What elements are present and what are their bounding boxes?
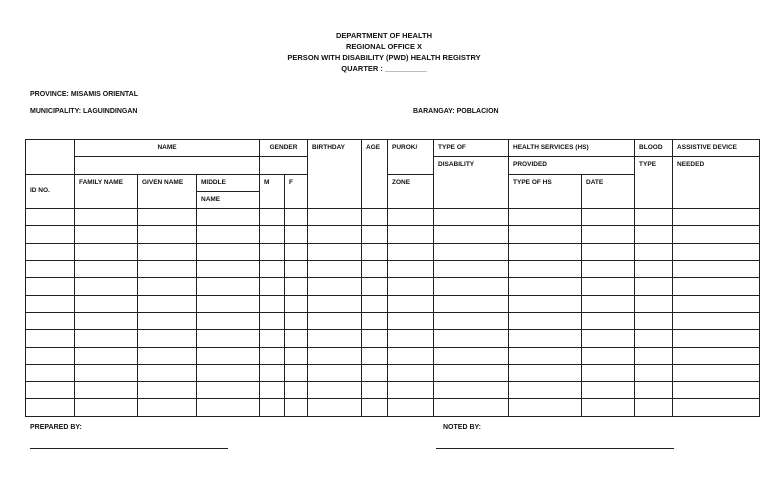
- table-cell[interactable]: [582, 209, 635, 226]
- table-cell[interactable]: [434, 312, 509, 329]
- table-cell[interactable]: [509, 261, 582, 278]
- table-cell[interactable]: [434, 382, 509, 399]
- table-cell[interactable]: [138, 364, 197, 381]
- table-cell[interactable]: [635, 295, 673, 312]
- table-cell[interactable]: [635, 364, 673, 381]
- table-cell[interactable]: [138, 209, 197, 226]
- table-cell[interactable]: [285, 278, 308, 295]
- table-cell[interactable]: [26, 347, 75, 364]
- f-header: F: [285, 174, 308, 209]
- table-cell[interactable]: [673, 278, 760, 295]
- table-cell[interactable]: [388, 364, 434, 381]
- table-cell[interactable]: [197, 382, 260, 399]
- id-header-blank: [26, 140, 75, 175]
- table-cell[interactable]: [582, 312, 635, 329]
- table-cell[interactable]: [26, 312, 75, 329]
- barangay-label: BARANGAY:: [413, 108, 455, 115]
- table-cell[interactable]: [285, 399, 308, 416]
- table-cell[interactable]: [308, 295, 362, 312]
- table-cell[interactable]: [197, 278, 260, 295]
- table-cell[interactable]: [308, 364, 362, 381]
- table-cell[interactable]: [197, 399, 260, 416]
- id-no-header: ID NO.: [26, 174, 75, 209]
- given-name-header: GIVEN NAME: [138, 174, 197, 209]
- table-cell[interactable]: [362, 382, 388, 399]
- table-cell[interactable]: [138, 330, 197, 347]
- health-services-header: HEALTH SERVICES (HS): [509, 140, 635, 157]
- table-cell[interactable]: [434, 209, 509, 226]
- table-cell[interactable]: [673, 295, 760, 312]
- table-cell[interactable]: [26, 382, 75, 399]
- table-cell[interactable]: [308, 226, 362, 243]
- name-header: NAME: [75, 140, 260, 157]
- quarter-value: __________: [385, 64, 427, 73]
- table-cell[interactable]: [285, 330, 308, 347]
- table-cell[interactable]: [388, 330, 434, 347]
- table-cell[interactable]: [362, 261, 388, 278]
- table-cell[interactable]: [260, 382, 285, 399]
- table-cell[interactable]: [509, 399, 582, 416]
- table-row: [26, 382, 760, 399]
- table-cell[interactable]: [197, 295, 260, 312]
- gender-header-blank: [260, 157, 308, 174]
- table-cell[interactable]: [75, 312, 138, 329]
- table-cell[interactable]: [388, 209, 434, 226]
- table-cell[interactable]: [434, 295, 509, 312]
- table-cell[interactable]: [635, 226, 673, 243]
- table-cell[interactable]: [197, 312, 260, 329]
- table-cell[interactable]: [285, 312, 308, 329]
- table-cell[interactable]: [197, 261, 260, 278]
- table-cell[interactable]: [509, 226, 582, 243]
- table-cell[interactable]: [260, 330, 285, 347]
- table-cell[interactable]: [582, 347, 635, 364]
- name-header-blank: [75, 157, 260, 174]
- table-row: [26, 226, 760, 243]
- province-label: PROVINCE:: [30, 91, 69, 98]
- table-cell[interactable]: [673, 209, 760, 226]
- table-cell[interactable]: [362, 209, 388, 226]
- table-cell[interactable]: [673, 399, 760, 416]
- table-cell[interactable]: [673, 226, 760, 243]
- type-of-header: TYPE OF: [434, 140, 509, 157]
- table-cell[interactable]: [308, 382, 362, 399]
- table-cell[interactable]: [434, 226, 509, 243]
- table-cell[interactable]: [434, 347, 509, 364]
- table-cell[interactable]: [26, 278, 75, 295]
- table-cell[interactable]: [434, 399, 509, 416]
- table-cell[interactable]: [260, 347, 285, 364]
- table-cell[interactable]: [138, 295, 197, 312]
- table-cell[interactable]: [635, 330, 673, 347]
- table-cell[interactable]: [362, 226, 388, 243]
- table-cell[interactable]: [388, 312, 434, 329]
- table-cell[interactable]: [362, 295, 388, 312]
- table-row: [26, 261, 760, 278]
- noted-by-signature-line[interactable]: [436, 448, 674, 449]
- table-cell[interactable]: [75, 295, 138, 312]
- table-cell[interactable]: [285, 364, 308, 381]
- table-cell[interactable]: [362, 278, 388, 295]
- middle-header: MIDDLE: [197, 174, 260, 191]
- table-cell[interactable]: [260, 364, 285, 381]
- table-cell[interactable]: [582, 226, 635, 243]
- table-cell[interactable]: [285, 243, 308, 260]
- table-cell[interactable]: [509, 347, 582, 364]
- table-cell[interactable]: [285, 226, 308, 243]
- table-cell[interactable]: [388, 278, 434, 295]
- table-cell[interactable]: [673, 330, 760, 347]
- table-cell[interactable]: [260, 399, 285, 416]
- table-cell[interactable]: [308, 278, 362, 295]
- table-cell[interactable]: [26, 261, 75, 278]
- age-header: AGE: [362, 140, 388, 209]
- table-cell[interactable]: [285, 295, 308, 312]
- table-cell[interactable]: [308, 330, 362, 347]
- table-cell[interactable]: [308, 243, 362, 260]
- table-cell[interactable]: [673, 261, 760, 278]
- table-cell[interactable]: [260, 243, 285, 260]
- table-row: [26, 347, 760, 364]
- municipality-label: MUNICIPALITY:: [30, 108, 82, 115]
- table-cell[interactable]: [260, 312, 285, 329]
- table-cell[interactable]: [582, 399, 635, 416]
- table-cell[interactable]: [308, 209, 362, 226]
- table-cell[interactable]: [308, 399, 362, 416]
- date-header: DATE: [582, 174, 635, 209]
- table-cell[interactable]: [197, 226, 260, 243]
- table-row: [26, 278, 760, 295]
- header-line-1: DEPARTMENT OF HEALTH: [336, 31, 432, 40]
- table-cell[interactable]: [509, 295, 582, 312]
- table-cell[interactable]: [260, 295, 285, 312]
- municipality-value: LAGUINDINGAN: [83, 108, 138, 115]
- table-cell[interactable]: [509, 382, 582, 399]
- table-row: [26, 312, 760, 329]
- purok-header: PUROK/: [388, 140, 434, 175]
- table-cell[interactable]: [388, 295, 434, 312]
- table-cell[interactable]: [362, 330, 388, 347]
- table-cell[interactable]: [509, 209, 582, 226]
- table-cell[interactable]: [197, 209, 260, 226]
- noted-by-label: NOTED BY:: [443, 424, 481, 431]
- table-cell[interactable]: [138, 399, 197, 416]
- table-cell[interactable]: [26, 330, 75, 347]
- table-cell[interactable]: [26, 399, 75, 416]
- table-cell[interactable]: [260, 261, 285, 278]
- table-cell[interactable]: [285, 261, 308, 278]
- table-cell[interactable]: [197, 364, 260, 381]
- table-cell[interactable]: [308, 347, 362, 364]
- table-cell[interactable]: [388, 347, 434, 364]
- table-cell[interactable]: [26, 295, 75, 312]
- table-cell[interactable]: [138, 312, 197, 329]
- table-cell[interactable]: [635, 347, 673, 364]
- table-cell[interactable]: [673, 312, 760, 329]
- table-cell[interactable]: [138, 382, 197, 399]
- table-cell[interactable]: [75, 330, 138, 347]
- table-cell[interactable]: [635, 243, 673, 260]
- table-cell[interactable]: [26, 243, 75, 260]
- table-cell[interactable]: [75, 364, 138, 381]
- middle-name-header: NAME: [197, 191, 260, 208]
- table-cell[interactable]: [582, 243, 635, 260]
- table-cell[interactable]: [673, 382, 760, 399]
- table-cell[interactable]: [260, 226, 285, 243]
- table-cell[interactable]: [673, 347, 760, 364]
- provided-header: PROVIDED: [509, 157, 635, 174]
- table-cell[interactable]: [673, 364, 760, 381]
- table-cell[interactable]: [362, 347, 388, 364]
- assistive-header: ASSISTIVE DEVICE: [673, 140, 760, 157]
- table-cell[interactable]: [434, 330, 509, 347]
- blood-header: BLOOD: [635, 140, 673, 157]
- table-cell[interactable]: [138, 278, 197, 295]
- birthday-header: BIRTHDAY: [308, 140, 362, 209]
- table-cell[interactable]: [635, 382, 673, 399]
- table-cell[interactable]: [582, 261, 635, 278]
- table-cell[interactable]: [75, 382, 138, 399]
- table-cell[interactable]: [388, 243, 434, 260]
- table-cell[interactable]: [362, 364, 388, 381]
- table-cell[interactable]: [582, 330, 635, 347]
- header-quarter: [0, 63, 768, 74]
- disability-header: DISABILITY: [434, 157, 509, 209]
- table-cell[interactable]: [388, 382, 434, 399]
- table-cell[interactable]: [75, 399, 138, 416]
- province-value: MISAMIS ORIENTAL: [70, 91, 139, 98]
- table-row: [26, 364, 760, 381]
- family-name-header: FAMILY NAME: [75, 174, 138, 209]
- table-cell[interactable]: [138, 261, 197, 278]
- barangay-value: POBLACION: [456, 108, 499, 115]
- table-cell[interactable]: [434, 278, 509, 295]
- table-cell[interactable]: [138, 347, 197, 364]
- zone-header: ZONE: [388, 174, 434, 209]
- table-row: [26, 243, 760, 260]
- table-cell[interactable]: [260, 209, 285, 226]
- table-cell[interactable]: [308, 312, 362, 329]
- table-cell[interactable]: [582, 382, 635, 399]
- table-cell[interactable]: [362, 243, 388, 260]
- table-row: [26, 330, 760, 347]
- table-cell[interactable]: [75, 209, 138, 226]
- table-row: [26, 399, 760, 416]
- table-cell[interactable]: [388, 226, 434, 243]
- table-cell[interactable]: [26, 364, 75, 381]
- table-cell[interactable]: [26, 209, 75, 226]
- table-cell[interactable]: [434, 261, 509, 278]
- table-cell[interactable]: [138, 243, 197, 260]
- barangay-row: [413, 108, 499, 115]
- quarter-label: QUARTER :: [341, 64, 383, 73]
- table-cell[interactable]: [635, 261, 673, 278]
- m-header: M: [260, 174, 285, 209]
- table-row: [26, 295, 760, 312]
- table-cell[interactable]: [509, 364, 582, 381]
- table-cell[interactable]: [509, 243, 582, 260]
- table-cell[interactable]: [138, 226, 197, 243]
- table-cell[interactable]: [197, 330, 260, 347]
- table-cell[interactable]: [509, 330, 582, 347]
- table-cell[interactable]: [434, 243, 509, 260]
- table-cell[interactable]: [75, 261, 138, 278]
- table-cell[interactable]: [509, 312, 582, 329]
- table-cell[interactable]: [582, 364, 635, 381]
- table-cell[interactable]: [75, 226, 138, 243]
- municipality-row: [30, 108, 137, 115]
- table-cell[interactable]: [582, 295, 635, 312]
- table-row: [26, 209, 760, 226]
- table-cell[interactable]: [635, 312, 673, 329]
- table-cell[interactable]: [285, 347, 308, 364]
- needed-header: NEEDED: [673, 157, 760, 209]
- table-cell[interactable]: [388, 399, 434, 416]
- table-cell[interactable]: [308, 261, 362, 278]
- type-of-hs-header: TYPE OF HS: [509, 174, 582, 209]
- table-cell[interactable]: [434, 364, 509, 381]
- table-cell[interactable]: [75, 243, 138, 260]
- table-cell[interactable]: [75, 278, 138, 295]
- table-cell[interactable]: [635, 209, 673, 226]
- table-cell[interactable]: [362, 399, 388, 416]
- prepared-by-label: PREPARED BY:: [30, 424, 82, 431]
- table-cell[interactable]: [197, 243, 260, 260]
- table-header-row: [26, 140, 760, 157]
- gender-header: GENDER: [260, 140, 308, 157]
- table-cell[interactable]: [509, 278, 582, 295]
- table-cell[interactable]: [285, 209, 308, 226]
- table-cell[interactable]: [635, 278, 673, 295]
- header-line-3: PERSON WITH DISABILITY (PWD) HEALTH REGISTRY: [287, 53, 481, 62]
- table-cell[interactable]: [260, 278, 285, 295]
- table-cell[interactable]: [285, 382, 308, 399]
- blood-type-header: TYPE: [635, 157, 673, 209]
- registry-table: [25, 139, 760, 417]
- table-cell[interactable]: [673, 243, 760, 260]
- table-cell[interactable]: [75, 347, 138, 364]
- table-cell[interactable]: [388, 261, 434, 278]
- table-cell[interactable]: [197, 347, 260, 364]
- table-cell[interactable]: [362, 312, 388, 329]
- table-cell[interactable]: [26, 226, 75, 243]
- table-cell[interactable]: [635, 399, 673, 416]
- province-row: [30, 91, 138, 98]
- table-cell[interactable]: [582, 278, 635, 295]
- header-line-2: REGIONAL OFFICE X: [345, 42, 423, 51]
- prepared-by-signature-line[interactable]: [30, 448, 228, 449]
